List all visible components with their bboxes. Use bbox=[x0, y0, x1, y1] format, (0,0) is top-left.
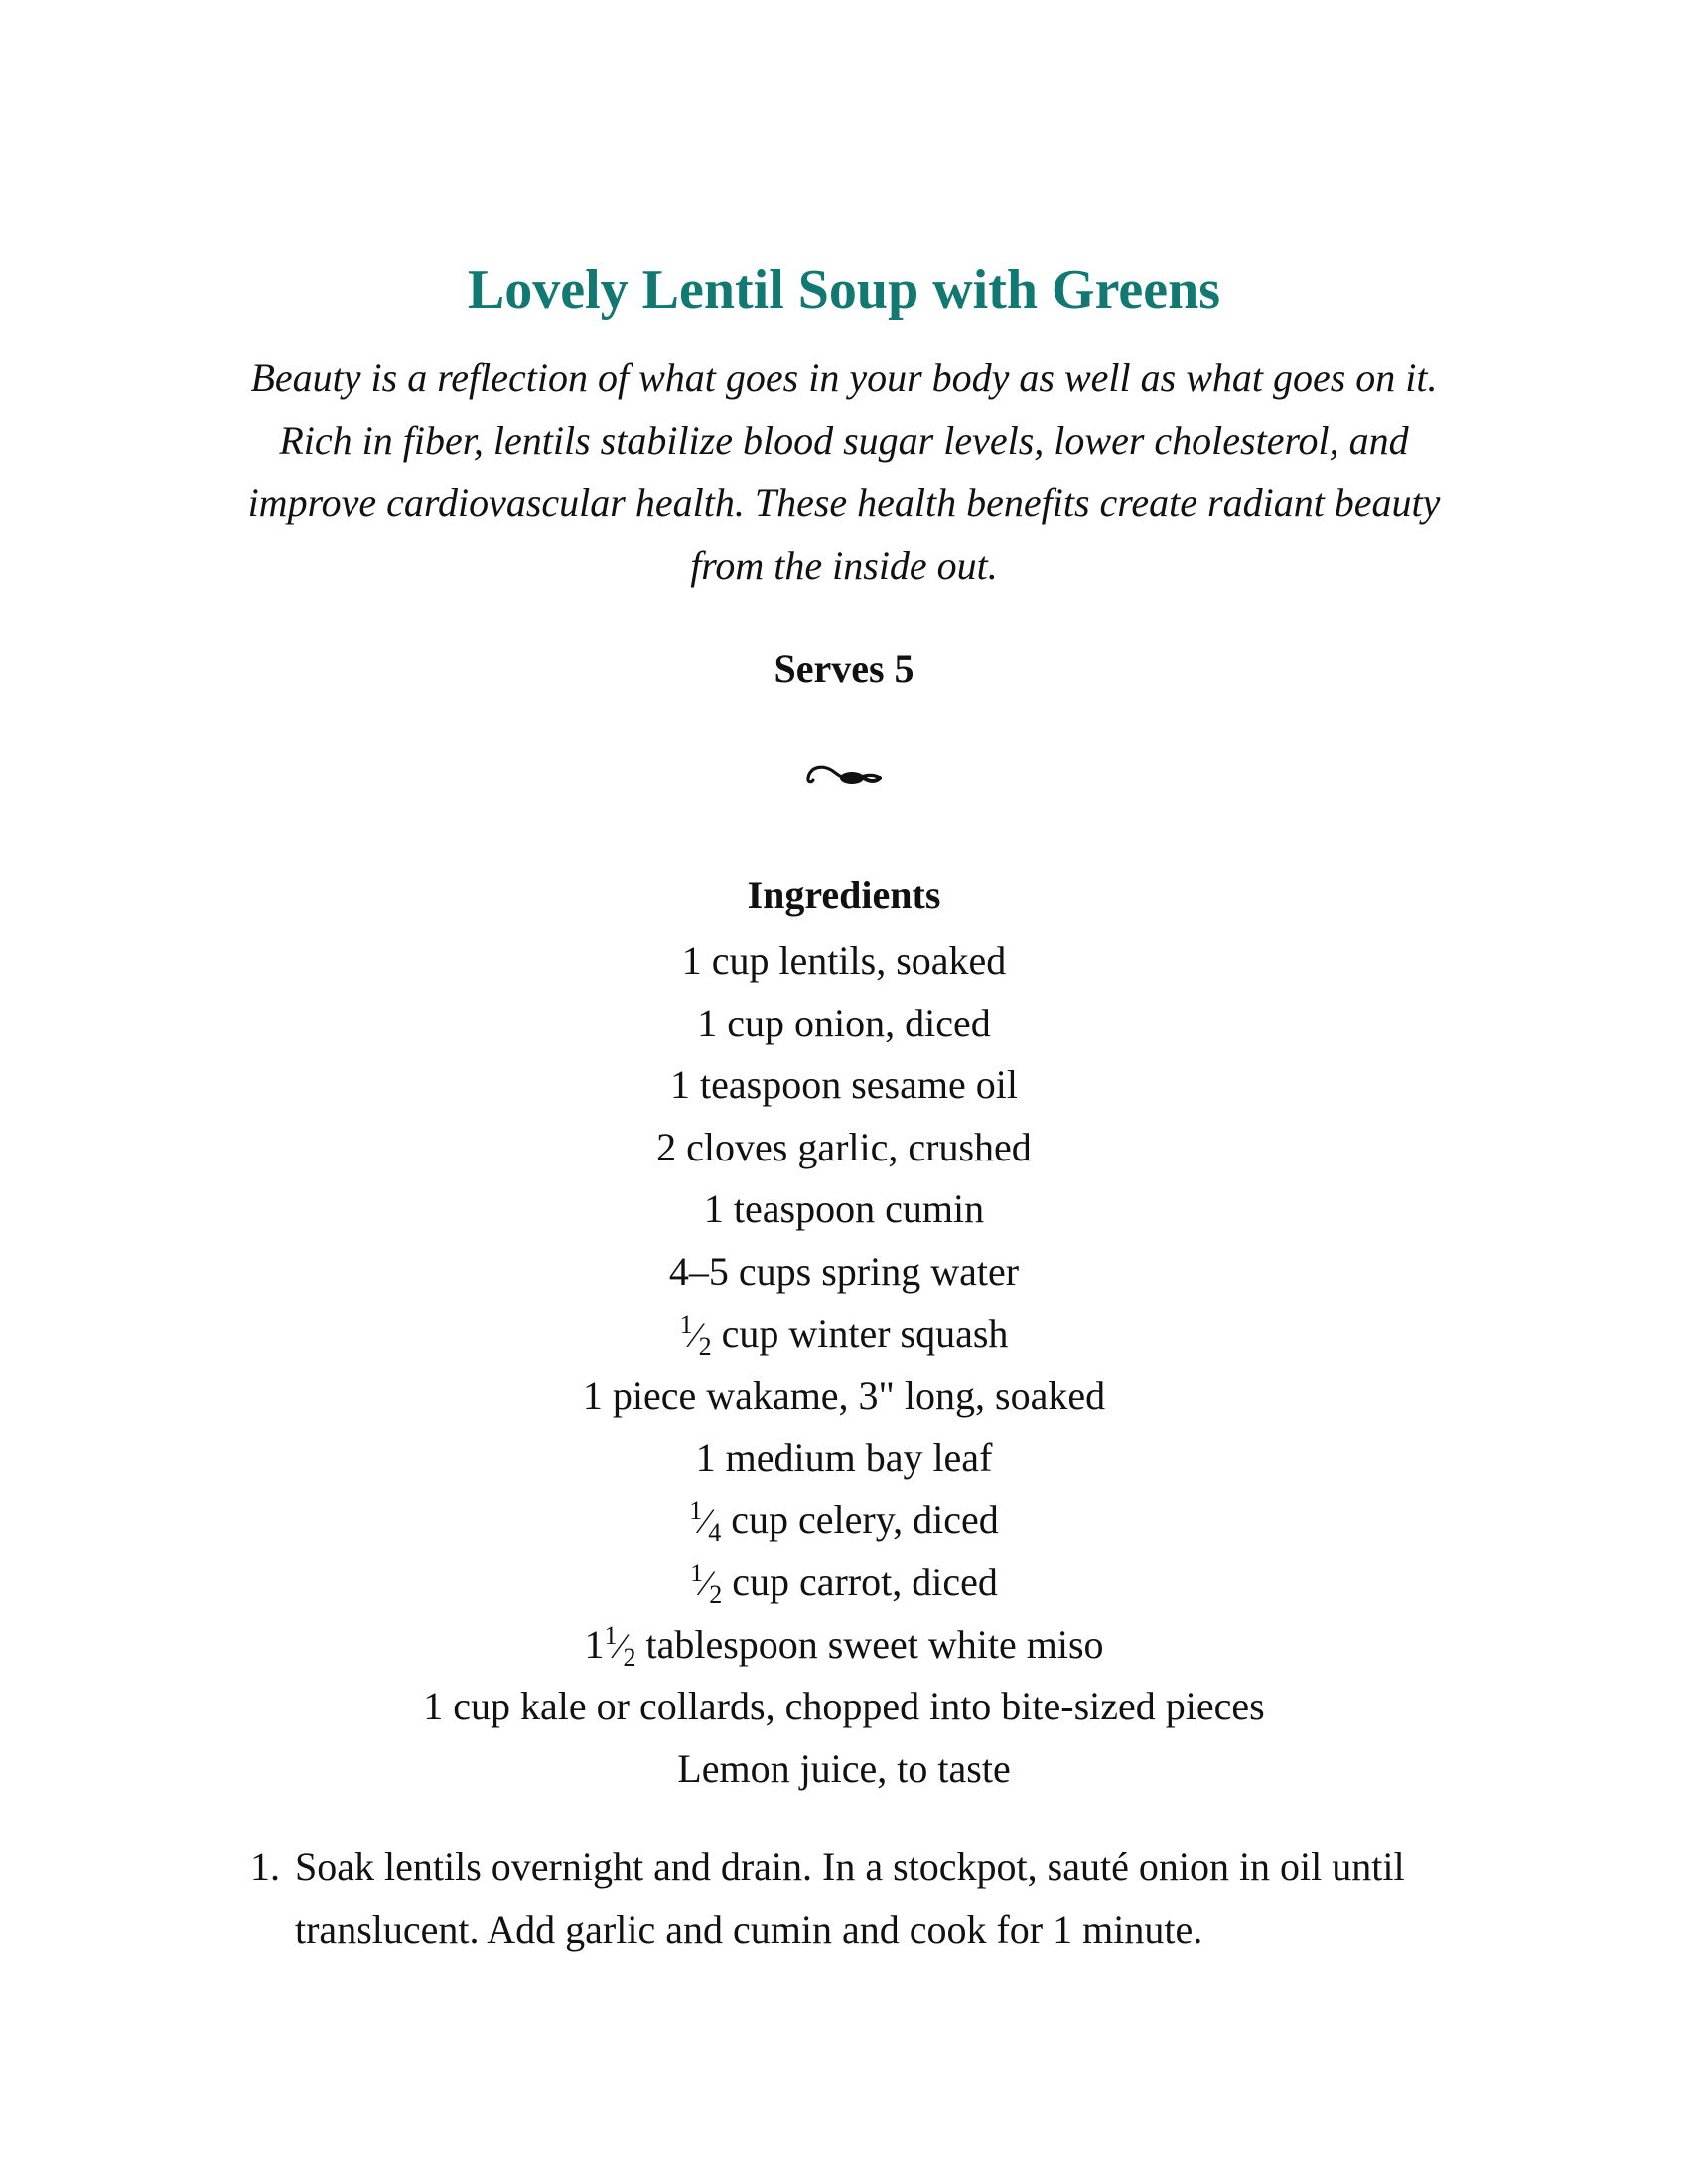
fraction-denominator: 4 bbox=[708, 1518, 722, 1548]
ingredient-item bbox=[0, 1303, 1688, 1366]
ingredient-item bbox=[0, 993, 1688, 1055]
ingredient-text: Lemon juice, to taste bbox=[677, 1745, 1011, 1791]
ingredient-item bbox=[0, 1178, 1688, 1241]
serves-count: Serves 5 bbox=[774, 646, 914, 691]
ingredient-item bbox=[0, 930, 1688, 993]
ingredient-text: 4–5 cups spring water bbox=[668, 1248, 1020, 1294]
fraction-numerator: 1 bbox=[690, 1558, 704, 1587]
ingredient-text: tablespoon sweet white miso bbox=[635, 1621, 1104, 1667]
step-line: translucent. Add garlic and cumin and cook for 1 minute. bbox=[295, 1907, 1203, 1952]
ingredient-text: 1 cup onion, diced bbox=[697, 1000, 991, 1045]
swash-ornament-icon bbox=[802, 756, 886, 792]
ingredient-text: 2 cloves garlic, crushed bbox=[656, 1124, 1032, 1169]
ingredients-list bbox=[0, 930, 1688, 1800]
ingredient-item bbox=[0, 1489, 1688, 1552]
ingredient-item bbox=[0, 1054, 1688, 1117]
ingredient-text: cup celery, diced bbox=[721, 1497, 999, 1543]
ingredient-item bbox=[0, 1614, 1688, 1677]
ingredient-text: 1 teaspoon cumin bbox=[703, 1186, 985, 1232]
ingredient-text: cup winter squash bbox=[711, 1310, 1009, 1356]
ingredient-text: 1 cup lentils, soaked bbox=[681, 938, 1007, 983]
ingredient-item bbox=[0, 1552, 1688, 1614]
fraction-numerator: 1 bbox=[604, 1620, 618, 1650]
fraction-denominator: 2 bbox=[623, 1642, 636, 1672]
fraction: $^1⁄_2$ bbox=[679, 1309, 712, 1361]
ingredient-text: 1 teaspoon sesame oil bbox=[670, 1062, 1018, 1108]
ingredient-item bbox=[0, 1365, 1688, 1428]
fraction-denominator: 2 bbox=[709, 1579, 723, 1609]
fraction: $1^1⁄_2$ bbox=[584, 1620, 636, 1672]
step-text bbox=[295, 1836, 1491, 1961]
fraction: $^1⁄_2$ bbox=[690, 1558, 723, 1609]
recipe-intro bbox=[199, 346, 1489, 597]
fraction-numerator: 1 bbox=[679, 1309, 693, 1339]
fraction-denominator: 2 bbox=[698, 1331, 712, 1361]
ingredient-text: 1 medium bay leaf bbox=[695, 1434, 993, 1480]
ingredient-item bbox=[0, 1738, 1688, 1801]
ingredient-text: 1 piece wakame, 3" long, soaked bbox=[582, 1373, 1106, 1419]
ingredient-item bbox=[0, 1428, 1688, 1490]
fraction: $^1⁄_4$ bbox=[689, 1496, 722, 1548]
ingredient-item bbox=[0, 1117, 1688, 1179]
ingredient-text: 1 cup kale or collards, chopped into bite-sized pieces bbox=[423, 1684, 1265, 1729]
ingredient-text: cup carrot, diced bbox=[722, 1559, 998, 1604]
fraction-numerator: 1 bbox=[689, 1496, 703, 1526]
intro-line: from the inside out. bbox=[690, 543, 998, 588]
fraction-whole: 1 bbox=[584, 1621, 605, 1667]
recipe-title: Lovely Lentil Soup with Greens bbox=[467, 259, 1221, 321]
ingredients-heading: Ingredients bbox=[747, 873, 941, 917]
intro-line: Beauty is a reflection of what goes in your body as well as what goes on it. bbox=[250, 355, 1438, 400]
step-line: Soak lentils overnight and drain. In a stockpot, sauté onion in oil until bbox=[295, 1844, 1405, 1889]
intro-line: Rich in fiber, lentils stabilize blood sugar levels, lower cholesterol, and bbox=[279, 418, 1409, 463]
ingredient-item bbox=[0, 1676, 1688, 1738]
instruction-step bbox=[250, 1836, 1491, 1961]
instructions-list bbox=[250, 1836, 1491, 1961]
intro-line: improve cardiovascular health. These health benefits create radiant beauty bbox=[247, 480, 1441, 525]
ingredient-item bbox=[0, 1241, 1688, 1303]
step-number: 1. bbox=[250, 1844, 280, 1889]
